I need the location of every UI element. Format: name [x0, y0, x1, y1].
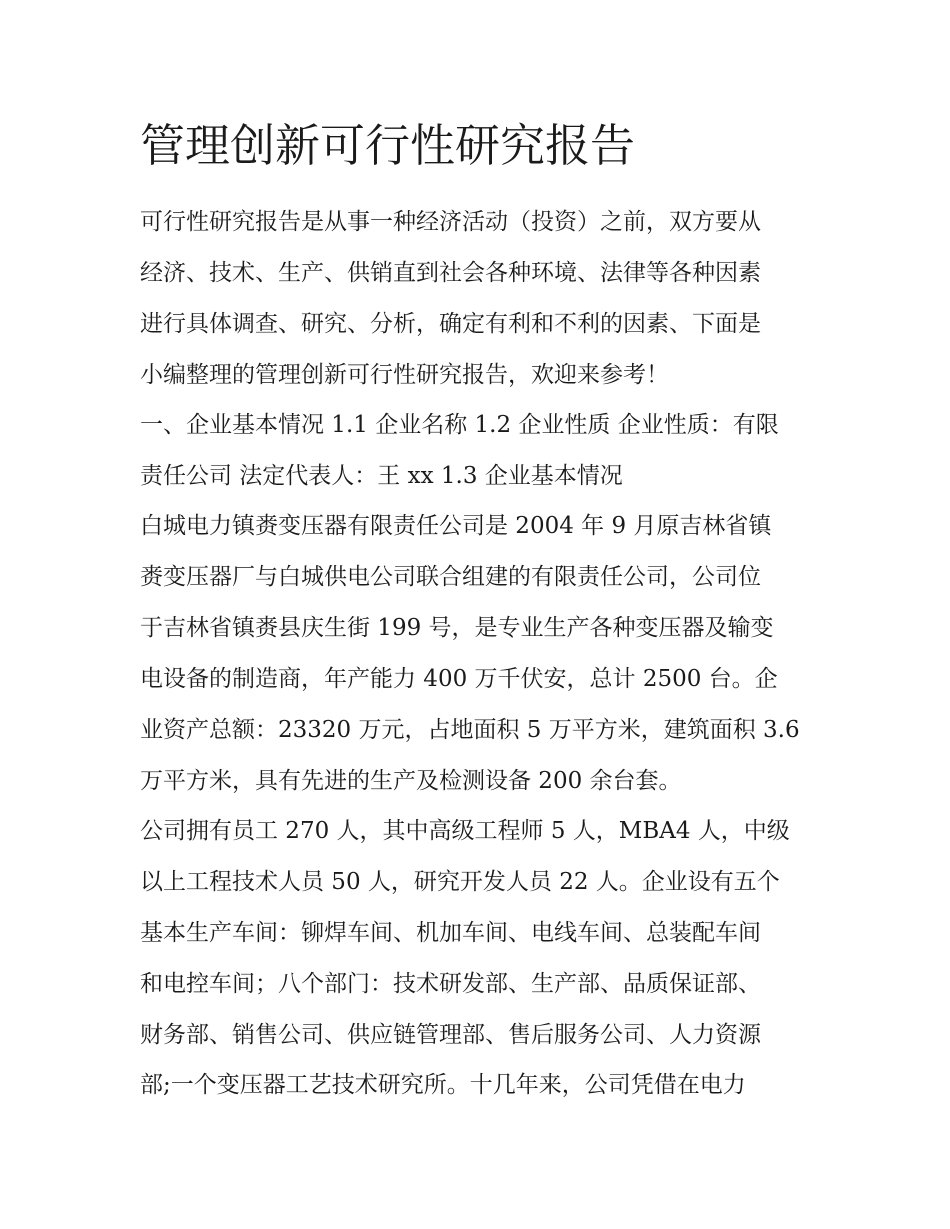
document-title: 管理创新可行性研究报告: [140, 119, 636, 172]
paragraph-line: 以上工程技术人员 50 人，研究开发人员 22 人。企业设有五个: [140, 869, 780, 895]
paragraph-line: 可行性研究报告是从事一种经济活动（投资）之前，双方要从: [140, 209, 761, 235]
paragraph-line: 白城电力镇赉变压器有限责任公司是 2004 年 9 月原吉林省镇: [140, 513, 772, 539]
paragraph-line: 电设备的制造商，年产能力 400 万千伏安，总计 2500 台。企: [140, 666, 778, 692]
paragraph-line: 财务部、销售公司、供应链管理部、售后服务公司、人力资源: [140, 1022, 761, 1048]
paragraph-line: 万平方米，具有先进的生产及检测设备 200 余台套。: [140, 768, 682, 794]
paragraph-line: 部;一个变压器工艺技术研究所。十几年来，公司凭借在电力: [140, 1072, 746, 1098]
paragraph-line: 赉变压器厂与白城供电公司联合组建的有限责任公司，公司位: [140, 564, 761, 590]
paragraph-line: 进行具体调查、研究、分析，确定有利和不利的因素、下面是: [140, 311, 761, 337]
paragraph-line: 经济、技术、生产、供销直到社会各种环境、法律等各种因素: [140, 260, 761, 286]
paragraph-line: 于吉林省镇赉县庆生街 199 号，是专业生产各种变压器及输变: [140, 615, 774, 641]
paragraph-line: 责任公司 法定代表人：王 xx 1.3 企业基本情况: [140, 463, 623, 489]
paragraph-line: 基本生产车间：铆焊车间、机加车间、电线车间、总装配车间: [140, 920, 761, 946]
paragraph-line: 业资产总额：23320 万元，占地面积 5 万平方米，建筑面积 3.6: [140, 717, 800, 743]
paragraph-line: 小编整理的管理创新可行性研究报告，欢迎来参考！: [140, 362, 669, 388]
paragraph-line: 和电控车间；八个部门：技术研发部、生产部、品质保证部、: [140, 971, 761, 997]
paragraph-line: 公司拥有员工 270 人，其中高级工程师 5 人，MBA4 人，中级: [140, 818, 790, 844]
paragraph-line: 一、企业基本情况 1.1 企业名称 1.2 企业性质 企业性质：有限: [140, 412, 779, 438]
